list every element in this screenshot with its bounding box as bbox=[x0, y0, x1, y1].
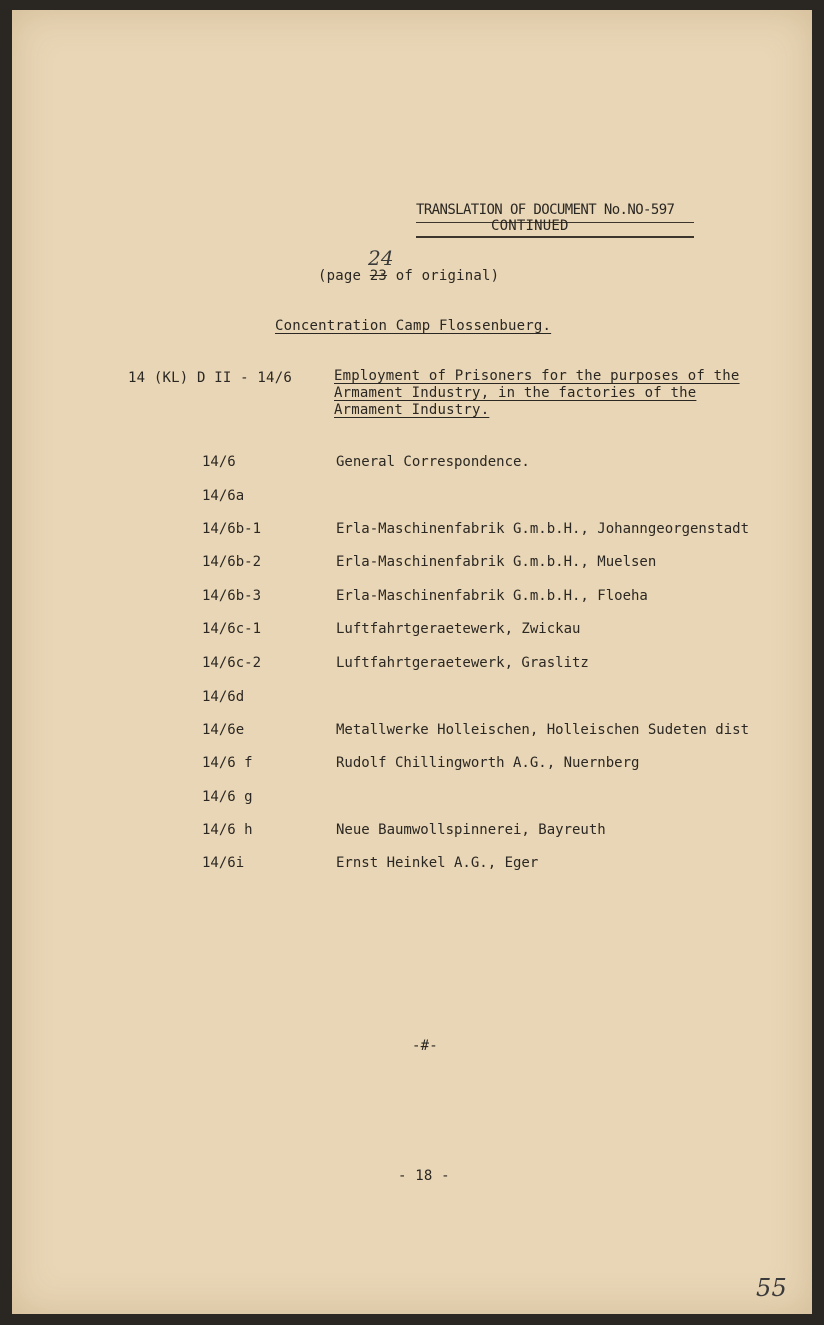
file-subject-line-1: Employment of Prisoners for the purposes of the bbox=[334, 368, 740, 384]
entry-desc: Erla-Maschinenfabrik G.m.b.H., Muelsen bbox=[336, 554, 657, 570]
entry-code: 14/6b-1 bbox=[202, 521, 262, 537]
camp-title: Concentration Camp Flossenbuerg. bbox=[275, 318, 552, 334]
file-subject-line-2: Armament Industry, in the factories of the bbox=[334, 385, 697, 401]
continued-label: CONTINUED bbox=[491, 218, 569, 234]
title-line-1: TRANSLATION OF DOCUMENT No.NO-597 bbox=[416, 202, 675, 218]
entry-desc: Metallwerke Holleischen, Holleischen Sudeten dist bbox=[336, 722, 750, 738]
entry-desc: General Correspondence. bbox=[336, 454, 530, 470]
document-page bbox=[12, 10, 812, 1314]
entry-code: 14/6d bbox=[202, 689, 245, 705]
title-underline-2 bbox=[416, 236, 694, 238]
entry-code: 14/6c-1 bbox=[202, 621, 262, 637]
document-title bbox=[416, 202, 674, 218]
entry-desc: Erla-Maschinenfabrik G.m.b.H., Johanngeorgenstadt bbox=[336, 521, 750, 537]
entry-code: 14/6a bbox=[202, 488, 245, 504]
entry-desc: Ernst Heinkel A.G., Eger bbox=[336, 855, 539, 871]
entry-code: 14/6 g bbox=[202, 789, 253, 805]
page-reference: (page 23 of original) bbox=[318, 268, 500, 284]
end-mark: -#- bbox=[412, 1038, 438, 1054]
entry-code: 14/6e bbox=[202, 722, 245, 738]
entry-desc: Luftfahrtgeraetewerk, Graslitz bbox=[336, 655, 589, 671]
page-number: - 18 - bbox=[398, 1168, 450, 1184]
entry-desc: Luftfahrtgeraetewerk, Zwickau bbox=[336, 621, 581, 637]
handwritten-page-number: 24 bbox=[368, 246, 394, 270]
file-code: 14 (KL) D II - 14/6 bbox=[128, 370, 292, 386]
handwritten-folio-number: 55 bbox=[756, 1274, 787, 1302]
entry-code: 14/6 h bbox=[202, 822, 253, 838]
file-subject-line-3: Armament Industry. bbox=[334, 402, 490, 418]
entry-code: 14/6c-2 bbox=[202, 655, 262, 671]
entry-desc: Rudolf Chillingworth A.G., Nuernberg bbox=[336, 755, 640, 771]
entry-code: 14/6 bbox=[202, 454, 236, 470]
entry-desc: Erla-Maschinenfabrik G.m.b.H., Floeha bbox=[336, 588, 648, 604]
entry-code: 14/6b-2 bbox=[202, 554, 262, 570]
entry-code: 14/6b-3 bbox=[202, 588, 262, 604]
entry-code: 14/6 f bbox=[202, 755, 253, 771]
entry-desc: Neue Baumwollspinnerei, Bayreuth bbox=[336, 822, 606, 838]
entry-code: 14/6i bbox=[202, 855, 245, 871]
struck-page-number: 23 bbox=[369, 268, 388, 284]
